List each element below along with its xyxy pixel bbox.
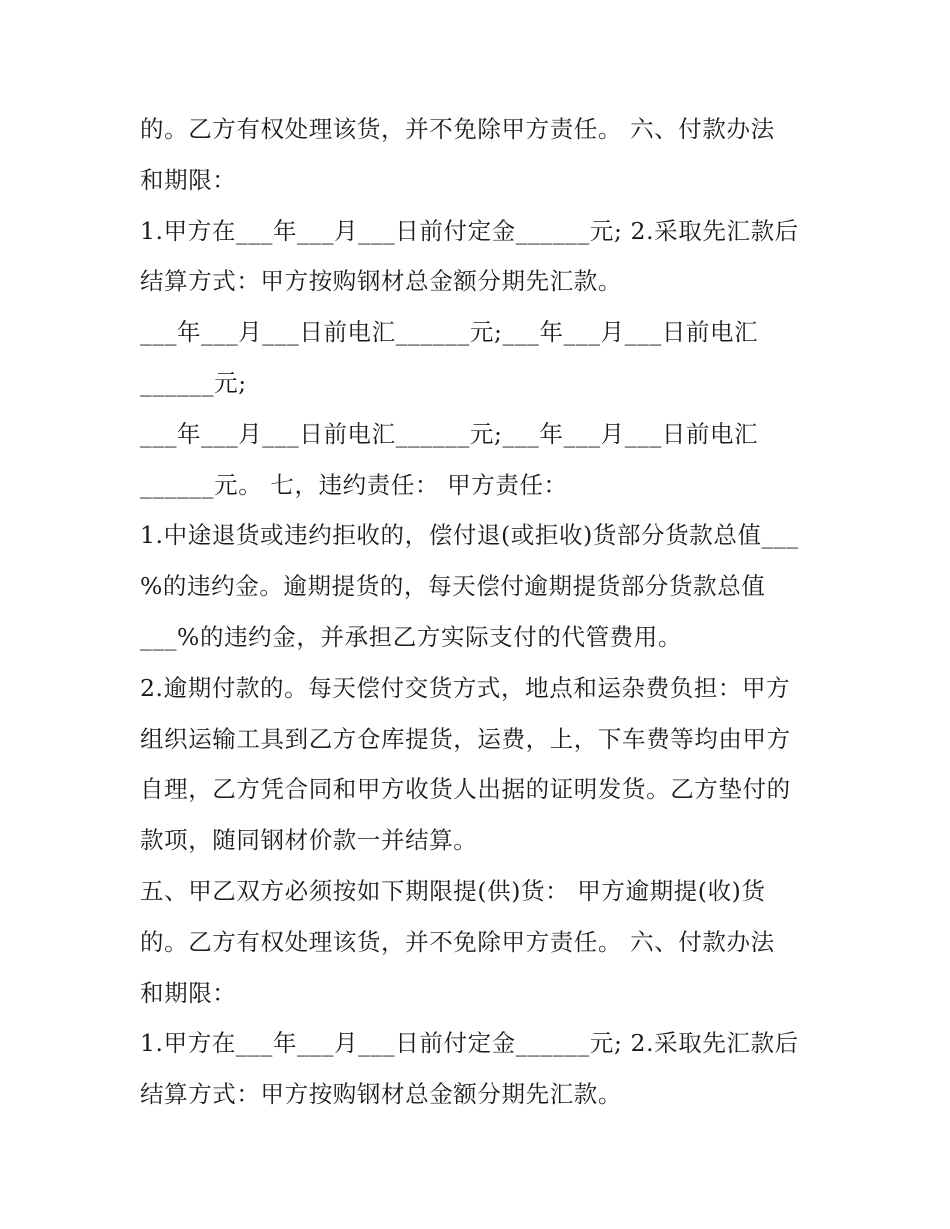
text-line: 结算方式：甲方按购钢材总金额分期先汇款。	[140, 1080, 622, 1109]
text-line: 组织运输工具到乙方仓库提货，运费，上，下车费等均由甲方	[140, 724, 791, 753]
text-line: 1.中途退货或违约拒收的，偿付退(或拒收)货部分货款总值___	[140, 521, 799, 550]
text-line: 和期限：	[140, 165, 237, 194]
text-line: ___年___月___日前电汇______元;___年___月___日前电汇	[140, 419, 759, 448]
text-line: %的违约金。逾期提货的，每天偿付逾期提货部分货款总值	[140, 572, 766, 601]
text-line: 1.甲方在___年___月___日前付定金______元; 2.采取先汇款后	[140, 1029, 799, 1058]
text-line: 的。乙方有权处理该货，并不免除甲方责任。 六、付款办法	[140, 115, 775, 143]
text-line: ___年___月___日前电汇______元;___年___月___日前电汇	[140, 318, 759, 347]
text-line: 和期限：	[140, 978, 237, 1007]
text-line: 2.逾期付款的。每天偿付交货方式，地点和运杂费负担：甲方	[140, 673, 791, 702]
text-line: 结算方式：甲方按购钢材总金额分期先汇款。	[140, 267, 622, 296]
text-line: ___%的违约金，并承担乙方实际支付的代管费用。	[140, 622, 682, 651]
text-line: 的。乙方有权处理该货，并不免除甲方责任。 六、付款办法	[140, 927, 775, 956]
text-line: ______元;	[140, 368, 247, 397]
text-line: 五、甲乙双方必须按如下期限提(供)货： 甲方逾期提(收)货	[140, 876, 766, 905]
text-line: 自理，乙方凭合同和甲方收货人出据的证明发货。乙方垫付的	[140, 775, 791, 804]
text-line: 1.甲方在___年___月___日前付定金______元; 2.采取先汇款后	[140, 216, 799, 245]
text-line: ______元。 七，违约责任： 甲方责任：	[140, 470, 568, 499]
text-line: 款项，随同钢材价款一并结算。	[140, 826, 478, 855]
document-body	[140, 104, 820, 1120]
